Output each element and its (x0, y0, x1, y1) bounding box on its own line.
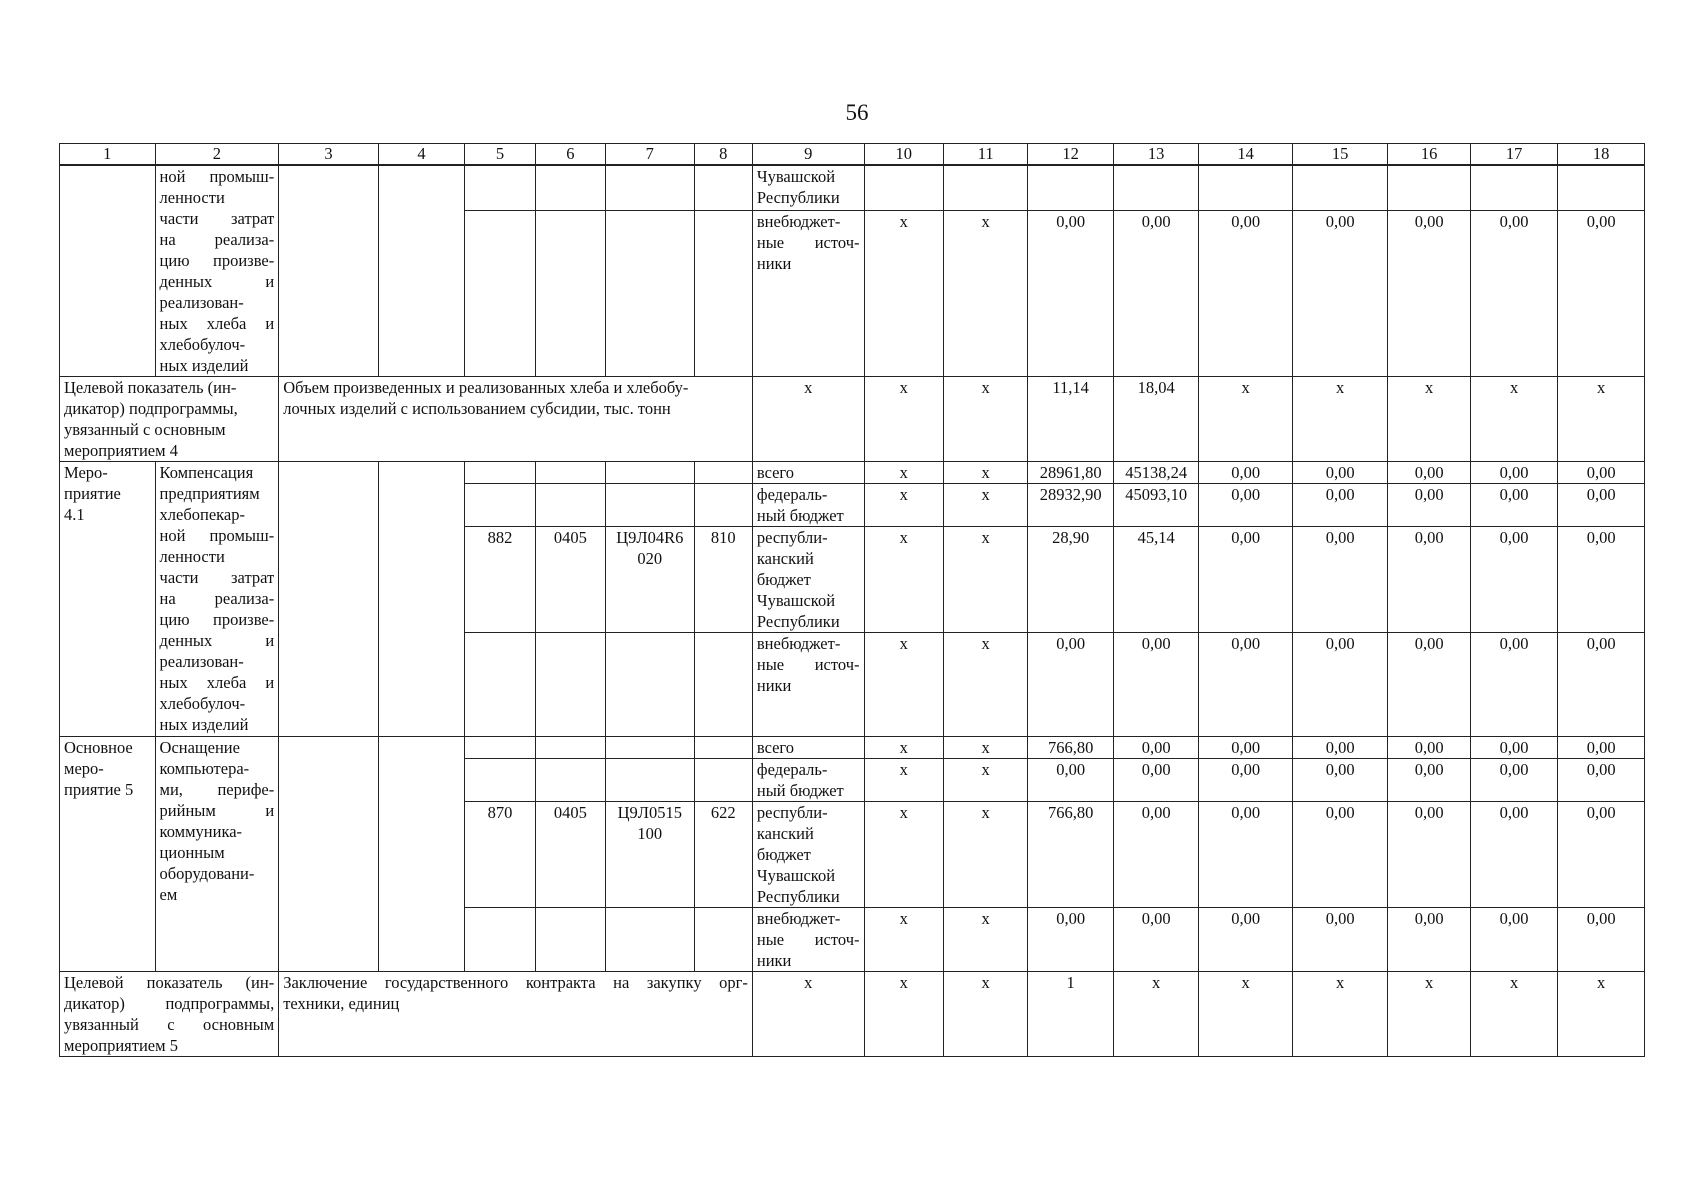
value-cell (1388, 165, 1470, 210)
value-cell: х (943, 633, 1027, 737)
rzpr-cell (535, 210, 605, 376)
grbs-cell (465, 737, 535, 759)
column-number-cell: 15 (1292, 144, 1388, 166)
column-number-cell: 11 (943, 144, 1027, 166)
measure-name-cell-line: коммуника- (159, 822, 243, 841)
value-cell: х (864, 759, 943, 802)
indicator-label-cell-line: увязанный с основным (64, 420, 226, 439)
csr-cell (606, 908, 695, 972)
value-cell: х (1470, 377, 1557, 462)
value-cell: 45138,24 (1113, 462, 1198, 484)
indicator-description-cell-line: Объем произведенных и реализованных хлеба и хлебобу- (283, 378, 689, 397)
funding-source-cell (752, 165, 864, 210)
value-cell: 0,00 (1558, 802, 1645, 908)
grbs-cell (465, 908, 535, 972)
value-cell: 0,00 (1199, 633, 1293, 737)
value-cell (1292, 165, 1388, 210)
csr-cell-line: 100 (637, 824, 663, 843)
value-cell: 0,00 (1028, 759, 1113, 802)
value-cell: 0,00 (1558, 527, 1645, 633)
value-cell: 0,00 (1113, 633, 1198, 737)
value-cell: 0,00 (1558, 737, 1645, 759)
indicator-description-cell-line: Заключение государственного контракта на закупку орг- (283, 973, 748, 992)
indicator-row (60, 972, 1645, 1057)
rzpr-cell (535, 165, 605, 210)
table-body (60, 144, 1645, 1057)
value-cell: 45093,10 (1113, 484, 1198, 527)
grbs-cell (465, 633, 535, 737)
measure-code-cell (60, 462, 156, 737)
funding-source-cell-line: ный бюджет (756, 506, 844, 525)
indicator-description-cell-line: лочных изделий с использованием субсидии, тыс. тонн (283, 399, 671, 418)
funding-source-cell-line: канский (756, 549, 814, 568)
value-cell: х (864, 377, 943, 462)
measure-name-cell-line: денных и (159, 272, 275, 291)
value-cell: х (943, 802, 1027, 908)
column-number-cell: 8 (694, 144, 752, 166)
value-cell: 45,14 (1113, 527, 1198, 633)
value-cell: 18,04 (1113, 377, 1198, 462)
funding-source-cell-line: Чувашской (756, 167, 836, 186)
measure-name-cell-line: цию произве- (159, 251, 275, 270)
value-cell: 0,00 (1388, 908, 1470, 972)
vr-cell (694, 210, 752, 376)
value-cell: 28932,90 (1028, 484, 1113, 527)
value-cell: 0,00 (1199, 737, 1293, 759)
funding-source-cell (752, 484, 864, 527)
grbs-cell (465, 462, 535, 484)
funding-source-cell-line: канский (756, 824, 814, 843)
funding-source-cell-line: Чувашской (756, 591, 836, 610)
measure-name-cell-line: на реализа- (159, 589, 275, 608)
value-cell: х (752, 377, 864, 462)
value-cell: х (864, 972, 943, 1057)
measure-name-cell-line: хлебопекар- (159, 505, 245, 524)
value-cell: 0,00 (1558, 210, 1645, 376)
value-cell: х (864, 527, 943, 633)
funding-source-cell-line: ники (756, 253, 792, 273)
value-cell: 0,00 (1028, 633, 1113, 737)
value-cell: х (864, 802, 943, 908)
value-cell: 28961,80 (1028, 462, 1113, 484)
value-cell: 0,00 (1388, 210, 1470, 376)
value-cell: х (752, 972, 864, 1057)
csr-cell (606, 527, 695, 633)
csr-cell (606, 165, 695, 210)
vr-cell (694, 737, 752, 759)
rzpr-cell (535, 737, 605, 759)
funding-source-cell-line: всего (756, 738, 795, 757)
value-cell (864, 165, 943, 210)
vr-cell (694, 462, 752, 484)
value-cell: х (1292, 377, 1388, 462)
funding-source-cell (752, 908, 864, 972)
funding-source-cell-line: республи- (756, 803, 828, 822)
value-cell: х (943, 210, 1027, 376)
measure-code-cell-line: приятие 5 (64, 780, 134, 799)
value-cell: х (864, 737, 943, 759)
vr-cell (694, 633, 752, 737)
measure-name-cell-line: ных изделий (159, 356, 249, 375)
csr-cell (606, 462, 695, 484)
csr-cell (606, 633, 695, 737)
column-number-cell: 2 (155, 144, 279, 166)
funding-source-cell (752, 737, 864, 759)
value-cell: 0,00 (1470, 908, 1557, 972)
rzpr-cell (535, 484, 605, 527)
value-cell: х (864, 633, 943, 737)
funding-source-cell (752, 633, 864, 737)
value-cell: х (864, 484, 943, 527)
value-cell: 11,14 (1028, 377, 1113, 462)
funding-source-cell-line: всего (756, 463, 795, 482)
funding-source-cell-line: Республики (756, 188, 840, 207)
measure-code-cell-line: меро- (64, 759, 104, 778)
indicator-row (60, 377, 1645, 462)
value-cell: 0,00 (1113, 210, 1198, 376)
vr-cell: 622 (694, 802, 752, 908)
column-number-cell: 1 (60, 144, 156, 166)
funding-source-cell-line: федераль- (756, 485, 828, 504)
measure-name-cell-line: ных хлеба и (159, 314, 275, 333)
funding-source-cell-line: внебюджет- (756, 211, 841, 231)
vr-cell: 810 (694, 527, 752, 633)
csr-cell-line: Ц9Л0515 (617, 803, 682, 822)
csr-cell-line: Ц9Л04R6 (616, 528, 684, 547)
value-cell: 0,00 (1470, 759, 1557, 802)
value-cell: 0,00 (1292, 633, 1388, 737)
value-cell: 0,00 (1470, 462, 1557, 484)
value-cell: 0,00 (1199, 210, 1293, 376)
measure-name-cell (155, 462, 279, 737)
value-cell: 0,00 (1292, 210, 1388, 376)
measure-name-cell-line: ем (159, 885, 178, 904)
value-cell: 0,00 (1292, 759, 1388, 802)
funding-source-cell-line: ный бюджет (756, 781, 844, 800)
measure-name-cell-line: части затрат (159, 568, 275, 587)
funding-source-cell-line: ные источ- (756, 930, 860, 949)
column-number-cell: 16 (1388, 144, 1470, 166)
vr-cell (694, 484, 752, 527)
value-cell: х (943, 484, 1027, 527)
code-cell (60, 165, 156, 377)
value-cell: х (943, 908, 1027, 972)
csr-cell (606, 759, 695, 802)
funding-source-cell (752, 527, 864, 633)
measure-name-cell-line: хлебобулоч- (159, 694, 246, 713)
indicator-description-cell (279, 377, 753, 462)
column-number-cell: 5 (465, 144, 535, 166)
column-number-cell: 10 (864, 144, 943, 166)
table-row (60, 737, 1645, 759)
value-cell: х (1470, 972, 1557, 1057)
measure-name-cell-line: ной промыш- (159, 526, 275, 545)
program-cell (378, 737, 464, 972)
measure-name-cell-line: рийным и (159, 801, 275, 820)
value-cell: х (864, 210, 943, 376)
value-cell: 0,00 (1199, 484, 1293, 527)
funding-source-cell-line: внебюджет- (756, 634, 841, 653)
measure-code-cell-line: 4.1 (64, 505, 85, 524)
measure-code-cell-line: Меро- (64, 463, 108, 482)
value-cell: 0,00 (1113, 759, 1198, 802)
column-number-cell: 7 (606, 144, 695, 166)
indicator-description-cell (279, 972, 753, 1057)
rzpr-cell: 0405 (535, 802, 605, 908)
measure-name-cell-line: реализован- (159, 293, 244, 312)
measure-name-cell-line: части затрат (159, 209, 275, 228)
value-cell: 0,00 (1558, 633, 1645, 737)
executor-cell (279, 462, 379, 737)
program-cell (378, 165, 464, 377)
grbs-cell: 870 (465, 802, 535, 908)
grbs-cell (465, 484, 535, 527)
rzpr-cell: 0405 (535, 527, 605, 633)
funding-source-cell-line: республи- (756, 528, 828, 547)
measure-name-cell-line: предприятиям (159, 484, 260, 503)
value-cell: 0,00 (1558, 484, 1645, 527)
value-cell: 0,00 (1199, 462, 1293, 484)
value-cell: 0,00 (1470, 737, 1557, 759)
indicator-label-cell-line: Целевой показатель (ин- (64, 378, 237, 397)
vr-cell (694, 908, 752, 972)
column-number-cell: 14 (1199, 144, 1293, 166)
column-number-row (60, 144, 1645, 166)
value-cell (1199, 165, 1293, 210)
vr-cell (694, 165, 752, 210)
value-cell: 0,00 (1199, 908, 1293, 972)
value-cell: 0,00 (1113, 908, 1198, 972)
measure-name-cell-line: денных и (159, 631, 275, 650)
column-number-cell: 3 (279, 144, 379, 166)
funding-source-cell (752, 210, 864, 376)
value-cell: х (1292, 972, 1388, 1057)
value-cell: 0,00 (1113, 802, 1198, 908)
measure-name-cell-line: ленности (159, 188, 225, 207)
column-number-cell: 17 (1470, 144, 1557, 166)
value-cell: х (943, 972, 1027, 1057)
funding-source-cell-line: ники (756, 951, 792, 970)
value-cell: 0,00 (1388, 527, 1470, 633)
value-cell: х (943, 462, 1027, 484)
value-cell: 0,00 (1292, 908, 1388, 972)
measure-code-cell (60, 737, 156, 972)
value-cell: 766,80 (1028, 737, 1113, 759)
grbs-cell (465, 759, 535, 802)
csr-cell (606, 484, 695, 527)
program-cell (378, 462, 464, 737)
value-cell: х (943, 759, 1027, 802)
value-cell: х (864, 908, 943, 972)
funding-source-cell-line: бюджет (756, 570, 811, 589)
funding-source-cell (752, 802, 864, 908)
funding-source-cell-line: Чувашской (756, 866, 836, 885)
measure-name-cell-line: хлебобулоч- (159, 335, 246, 354)
value-cell: 0,00 (1558, 908, 1645, 972)
rzpr-cell (535, 759, 605, 802)
value-cell: 0,00 (1199, 527, 1293, 633)
column-number-cell: 9 (752, 144, 864, 166)
value-cell: 0,00 (1292, 484, 1388, 527)
value-cell: х (1199, 972, 1293, 1057)
funding-source-cell-line: ные источ- (756, 655, 860, 674)
value-cell: х (1388, 972, 1470, 1057)
value-cell (943, 165, 1027, 210)
rzpr-cell (535, 462, 605, 484)
funding-source-cell-line: федераль- (756, 760, 828, 779)
indicator-label-cell-line: мероприятием 5 (64, 1036, 178, 1055)
measure-name-cell (155, 737, 279, 972)
value-cell: х (943, 527, 1027, 633)
column-number-cell: 18 (1558, 144, 1645, 166)
measure-code-cell-line: Основное (64, 738, 133, 757)
executor-cell (279, 737, 379, 972)
value-cell: 0,00 (1292, 802, 1388, 908)
funding-source-cell-line: ники (756, 676, 792, 695)
value-cell: 0,00 (1199, 759, 1293, 802)
value-cell: 0,00 (1388, 737, 1470, 759)
value-cell: 28,90 (1028, 527, 1113, 633)
column-number-cell: 12 (1028, 144, 1113, 166)
indicator-label-cell-line: увязанный с основным (64, 1015, 275, 1034)
value-cell: 0,00 (1028, 908, 1113, 972)
rzpr-cell (535, 633, 605, 737)
funding-source-cell (752, 462, 864, 484)
table-row (60, 165, 1645, 210)
value-cell: х (943, 377, 1027, 462)
measure-name-cell-line: ми, перифе- (159, 780, 275, 799)
value-cell: 0,00 (1470, 210, 1557, 376)
measure-name-cell-line: реализован- (159, 652, 244, 671)
indicator-label-cell-line: мероприятием 4 (64, 441, 178, 460)
funding-source-cell-line: Республики (756, 612, 840, 631)
measure-name-cell-line: Компенсация (159, 463, 254, 482)
value-cell (1470, 165, 1557, 210)
grbs-cell (465, 210, 535, 376)
measure-name-cell-line: ной промыш- (159, 167, 275, 186)
value-cell: 0,00 (1292, 527, 1388, 633)
measure-name-cell-line: цию произве- (159, 610, 275, 629)
value-cell: х (1199, 377, 1293, 462)
grbs-cell: 882 (465, 527, 535, 633)
column-number-cell: 6 (535, 144, 605, 166)
page-number: 56 (845, 100, 869, 125)
value-cell (1558, 165, 1645, 210)
measure-name-cell (155, 165, 279, 377)
column-number-cell: 4 (378, 144, 464, 166)
value-cell: 0,00 (1470, 484, 1557, 527)
value-cell (1028, 165, 1113, 210)
value-cell: х (1388, 377, 1470, 462)
value-cell: 0,00 (1292, 737, 1388, 759)
csr-cell (606, 210, 695, 376)
indicator-label-cell (60, 972, 279, 1057)
executor-cell (279, 165, 379, 377)
value-cell: 1 (1028, 972, 1113, 1057)
budget-table (59, 143, 1645, 1057)
value-cell: 766,80 (1028, 802, 1113, 908)
measure-name-cell-line: на реализа- (159, 230, 275, 249)
value-cell: 0,00 (1292, 462, 1388, 484)
value-cell: 0,00 (1388, 462, 1470, 484)
value-cell: 0,00 (1470, 527, 1557, 633)
funding-source-cell-line: внебюджет- (756, 909, 841, 928)
measure-code-cell-line: приятие (64, 484, 121, 503)
value-cell: х (864, 462, 943, 484)
indicator-label-cell-line: дикатор) подпрограммы, (64, 399, 238, 418)
measure-name-cell-line: оборудовани- (159, 864, 255, 883)
value-cell: 0,00 (1388, 802, 1470, 908)
value-cell: х (1558, 377, 1645, 462)
value-cell: 0,00 (1113, 737, 1198, 759)
measure-name-cell-line: ционным (159, 843, 225, 862)
funding-source-cell-line: бюджет (756, 845, 811, 864)
value-cell: 0,00 (1388, 633, 1470, 737)
column-number-cell: 13 (1113, 144, 1198, 166)
value-cell: 0,00 (1388, 759, 1470, 802)
measure-name-cell-line: Оснащение (159, 738, 240, 757)
value-cell: 0,00 (1470, 633, 1557, 737)
value-cell: 0,00 (1199, 802, 1293, 908)
value-cell: х (943, 737, 1027, 759)
measure-name-cell-line: ных изделий (159, 715, 249, 734)
vr-cell (694, 759, 752, 802)
funding-source-cell-line: Республики (756, 887, 840, 906)
value-cell: 0,00 (1558, 462, 1645, 484)
indicator-label-cell (60, 377, 279, 462)
value-cell (1113, 165, 1198, 210)
value-cell: 0,00 (1558, 759, 1645, 802)
grbs-cell (465, 165, 535, 210)
csr-cell (606, 737, 695, 759)
value-cell: 0,00 (1388, 484, 1470, 527)
value-cell: 0,00 (1028, 210, 1113, 376)
csr-cell (606, 802, 695, 908)
measure-name-cell-line: компьютера- (159, 759, 250, 778)
measure-name-cell-line: ленности (159, 547, 225, 566)
value-cell: х (1113, 972, 1198, 1057)
indicator-description-cell-line: техники, единиц (283, 994, 400, 1013)
rzpr-cell (535, 908, 605, 972)
value-cell: х (1558, 972, 1645, 1057)
funding-source-cell-line: ные источ- (756, 232, 860, 252)
indicator-label-cell-line: дикатор) подпрограммы, (64, 994, 275, 1013)
csr-cell-line: 020 (637, 549, 663, 568)
measure-name-cell-line: ных хлеба и (159, 673, 275, 692)
value-cell: 0,00 (1470, 802, 1557, 908)
funding-source-cell (752, 759, 864, 802)
indicator-label-cell-line: Целевой показатель (ин- (64, 973, 275, 992)
table-row (60, 462, 1645, 484)
